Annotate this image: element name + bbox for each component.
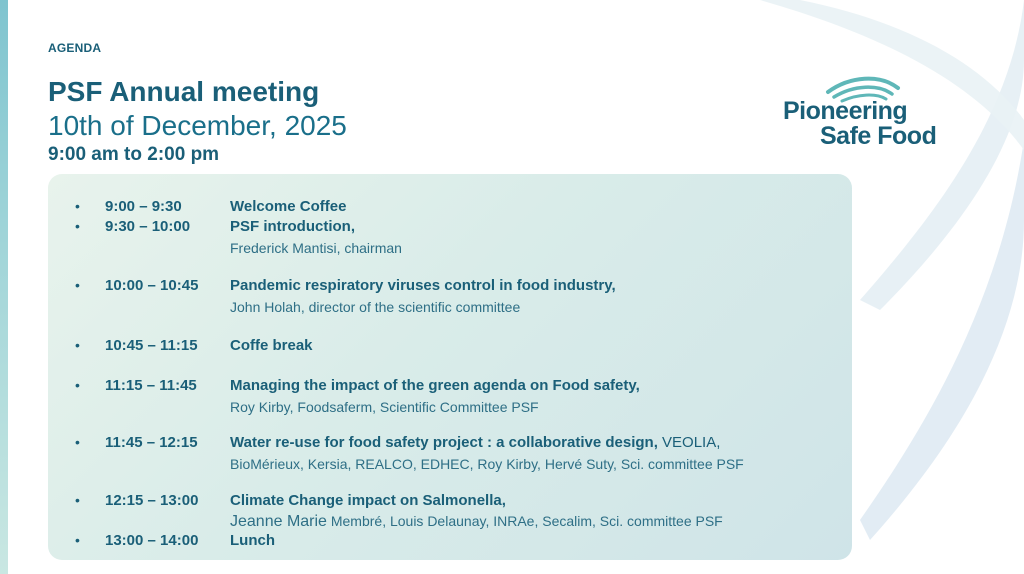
agenda-speaker-lead: Jeanne Marie xyxy=(230,513,327,530)
agenda-topic: Lunch xyxy=(230,532,275,549)
agenda-time: 10:45 – 11:15 xyxy=(105,337,198,354)
agenda-topic: Climate Change impact on Salmonella, xyxy=(230,492,506,509)
agenda-speaker: John Holah, director of the scientific committee xyxy=(230,299,521,315)
agenda-speaker xyxy=(230,512,723,531)
agenda-time: 13:00 – 14:00 xyxy=(105,532,199,549)
logo-text-line1: Pioneering xyxy=(783,97,908,125)
agenda-speaker: Frederick Mantisi, chairman xyxy=(230,240,402,256)
agenda-panel xyxy=(48,174,852,560)
agenda-topic: Welcome Coffee xyxy=(230,198,347,215)
agenda-topic xyxy=(230,434,720,452)
bullet: • xyxy=(75,198,80,214)
agenda-time: 9:00 – 9:30 xyxy=(105,198,182,215)
agenda-topic: Managing the impact of the green agenda on Food safety, xyxy=(230,377,640,394)
agenda-time: 11:45 – 12:15 xyxy=(105,434,198,451)
agenda-time: 9:30 – 10:00 xyxy=(105,218,191,235)
agenda-topic: Coffe break xyxy=(230,337,313,354)
bullet: • xyxy=(75,492,80,508)
agenda-speaker-rest: Membré, Louis Delaunay, INRAe, Secalim, Sci. committee PSF xyxy=(326,513,723,529)
bullet: • xyxy=(75,277,80,293)
meeting-date: 10th of December, 2025 xyxy=(48,110,347,141)
agenda-time: 12:15 – 13:00 xyxy=(105,492,199,509)
page-title: PSF Annual meeting xyxy=(48,76,320,107)
agenda-time: 11:15 – 11:45 xyxy=(105,377,197,394)
bullet: • xyxy=(75,532,80,548)
agenda-topic-text: Water re-use for food safety project : a collaborative design, xyxy=(230,434,658,451)
agenda-topic: PSF introduction, xyxy=(230,218,355,235)
agenda-speaker: Roy Kirby, Foodsaferm, Scientific Committee PSF xyxy=(230,399,539,415)
bullet: • xyxy=(75,434,80,450)
agenda-time: 10:00 – 10:45 xyxy=(105,277,199,294)
section-tag: AGENDA xyxy=(48,41,102,55)
bullet: • xyxy=(75,337,80,353)
agenda-speaker: BioMérieux, Kersia, REALCO, EDHEC, Roy Kirby, Hervé Suty, Sci. committee PSF xyxy=(230,456,744,472)
agenda-topic-tail: VEOLIA, xyxy=(657,434,721,451)
agenda-topic: Pandemic respiratory viruses control in food industry, xyxy=(230,277,616,294)
bullet: • xyxy=(75,218,80,234)
meeting-time-range: 9:00 am to 2:00 pm xyxy=(48,144,220,165)
bullet: • xyxy=(75,377,80,393)
logo-text-line2: Safe Food xyxy=(820,122,937,150)
